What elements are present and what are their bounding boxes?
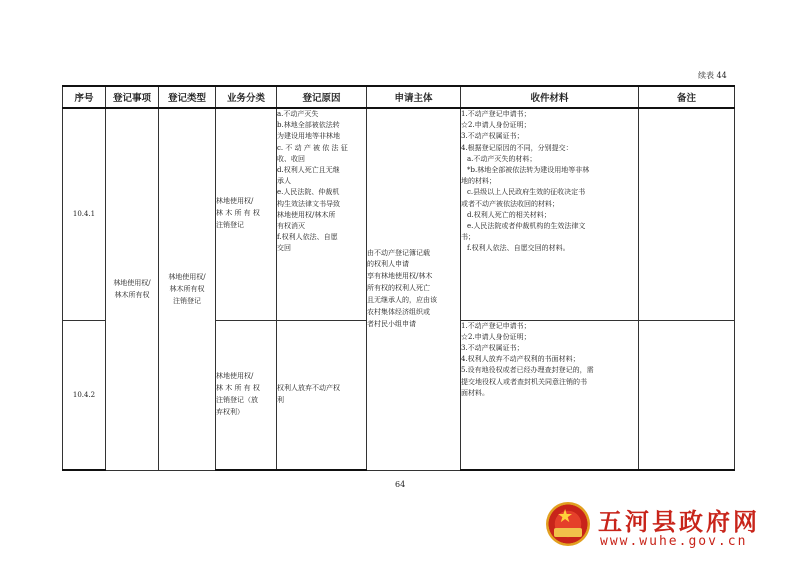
table-row <box>63 108 735 320</box>
materials-cell: 1.不动产登记申请书； ☆2.申请人身份证明； 3.不动产权属证书； 4.权利人放弃不动产权利的书面材料； 5.设有地役权或者已经办理查封登记的，需 提交地役权人或者查封机关同意注销的书 面材料。 <box>461 320 639 470</box>
materials-cell: 1.不动产登记申请书； ☆2.申请人身份证明； 3.不动产权属证书； 4.根据登记原因的不同，分别提交： a.不动产灭失的材料； *b.林地全部被依法转为建设用地等非林 地的材料； c.县级以上人民政府生效的征收决定书 或者不动产被依法收回的材料； d.权利人死亡的相关材料； e.人民法院或者仲裁机构的生效法律文 书； f.权利人依法、自愿交回的材料。 <box>461 108 639 320</box>
registration-table <box>62 85 735 471</box>
header-cell: 备注 <box>639 86 735 108</box>
remarks-cell <box>639 320 735 470</box>
seq-cell: 10.4.2 <box>63 320 106 470</box>
watermark-site-name: 五河县政府网 <box>598 508 760 536</box>
header-cell: 收件材料 <box>461 86 639 108</box>
registration-item-cell: 林地使用权/ 林木所有权 <box>106 108 159 470</box>
header-cell: 登记原因 <box>277 86 367 108</box>
business-class-cell: 林地使用权/ 林 木 所 有 权 注销登记（放 弃权利） <box>216 320 277 470</box>
page-number: 64 <box>395 480 406 489</box>
registration-type-cell: 林地使用权/ 林木所有权 注销登记 <box>159 108 216 470</box>
header-cell: 登记事项 <box>106 86 159 108</box>
table-header-row <box>63 86 735 108</box>
header-cell: 业务分类 <box>216 86 277 108</box>
header-cell: 申请主体 <box>367 86 461 108</box>
header-cell: 序号 <box>63 86 106 108</box>
watermark-url: www.wuhe.gov.cn <box>600 534 748 549</box>
business-class-cell: 林地使用权/ 林 木 所 有 权 注销登记 <box>216 108 277 320</box>
reason-cell: a.不动产灭失 b.林地全部被依法转 为建设用地等非林地 c. 不 动 产 被 依 法 征 收、收回 d.权利人死亡且无继 承人 e.人民法院、仲裁机 构生效法律文书导致 林地使用权/林木所 有权消灭 f.权利人依法、自愿 交回 <box>277 108 367 320</box>
seq-cell: 10.4.1 <box>63 108 106 320</box>
reason-cell: 权利人放弃不动产权 利 <box>277 320 367 470</box>
header-cell: 登记类型 <box>159 86 216 108</box>
remarks-cell <box>639 108 735 320</box>
national-emblem-icon: ★ <box>546 502 590 546</box>
site-watermark <box>546 502 786 554</box>
applicant-cell: 由不动产登记簿记载 的权利人申请 享有林地使用权/林木 所有权的权利人死亡 且无继承人的，应由该 农村集体经济组织或 者村民小组申请 <box>367 108 461 470</box>
continued-label: 续表 44 <box>698 71 727 80</box>
